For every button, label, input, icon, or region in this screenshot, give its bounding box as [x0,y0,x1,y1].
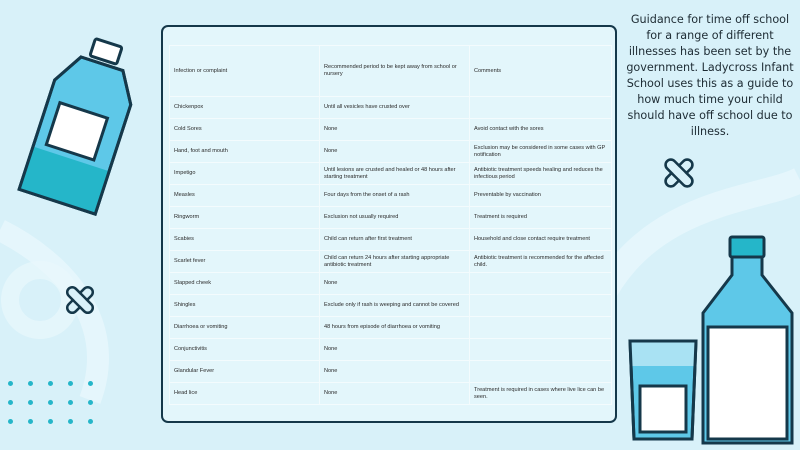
table-row [170,383,612,405]
guidance-table-card [161,25,617,423]
cross-icon [60,280,100,320]
cell-infection: Hand, foot and mouth [170,141,320,163]
table-header-row [170,46,612,97]
cell-comments: Treatment is required [470,207,612,229]
table-row [170,119,612,141]
cell-comments: Preventable by vaccination [470,185,612,207]
illness-exclusion-table [169,45,612,405]
cell-comments: Treatment is required in cases where live lice can be seen. [470,383,612,405]
cell-comments [470,97,612,119]
cell-infection: Ringworm [170,207,320,229]
cell-period: Child can return 24 hours after starting appropriate antibiotic treatment [320,251,470,273]
cell-infection: Conjunctivitis [170,339,320,361]
cell-comments: Avoid contact with the sores [470,119,612,141]
cell-period: None [320,119,470,141]
cell-infection: Glandular Fever [170,361,320,383]
cell-period: None [320,383,470,405]
cell-infection: Scarlet fever [170,251,320,273]
cell-comments [470,361,612,383]
table-row [170,251,612,273]
cell-period: None [320,339,470,361]
header-infection: Infection or complaint [170,46,320,97]
cell-period: None [320,361,470,383]
cell-period: None [320,141,470,163]
water-bottle-icon [10,30,150,220]
header-comments: Comments [470,46,612,97]
table-row [170,273,612,295]
cell-infection: Chickenpox [170,97,320,119]
table-row [170,317,612,339]
cell-comments [470,339,612,361]
cell-comments: Antibiotic treatment is recommended for the affected child. [470,251,612,273]
cell-period: None [320,273,470,295]
cell-comments [470,317,612,339]
table-row [170,339,612,361]
cell-comments: Exclusion may be considered in some cases with GP notification [470,141,612,163]
table-row [170,295,612,317]
cell-infection: Head lice [170,383,320,405]
cell-period: Until lesions are crusted and healed or 48 hours after starting treatment [320,163,470,185]
cell-infection: Measles [170,185,320,207]
table-row [170,141,612,163]
table-row [170,361,612,383]
table-row [170,97,612,119]
cell-comments [470,295,612,317]
cell-period: Until all vesicles have crusted over [320,97,470,119]
cell-period: Child can return after first treatment [320,229,470,251]
cell-period: Four days from the onset of a rash [320,185,470,207]
header-period: Recommended period to be kept away from school or nursery [320,46,470,97]
cell-infection: Scabies [170,229,320,251]
glass-of-water-icon [627,338,699,442]
cell-period: Exclusion not usually required [320,207,470,229]
cell-infection: Impetigo [170,163,320,185]
cell-infection: Cold Sores [170,119,320,141]
cell-infection: Shingles [170,295,320,317]
cell-period: Exclude only if rash is weeping and cannot be covered [320,295,470,317]
table-row [170,163,612,185]
cell-comments: Household and close contact require treatment [470,229,612,251]
cell-infection: Slapped cheek [170,273,320,295]
tall-bottle-icon [700,235,800,445]
table-row [170,229,612,251]
cell-comments [470,273,612,295]
cross-icon [658,152,700,194]
table-row [170,207,612,229]
cell-infection: Diarrhoea or vomiting [170,317,320,339]
table-row [170,185,612,207]
guidance-caption: Guidance for time off school for a range of different illnesses has been set by the government. Ladycross Infant School uses this as a guide to how much time your child should have off school due to illness. [626,13,794,138]
cell-comments: Antibiotic treatment speeds healing and reduces the infectious period [470,163,612,185]
cell-period: 48 hours from episode of diarrhoea or vomiting [320,317,470,339]
